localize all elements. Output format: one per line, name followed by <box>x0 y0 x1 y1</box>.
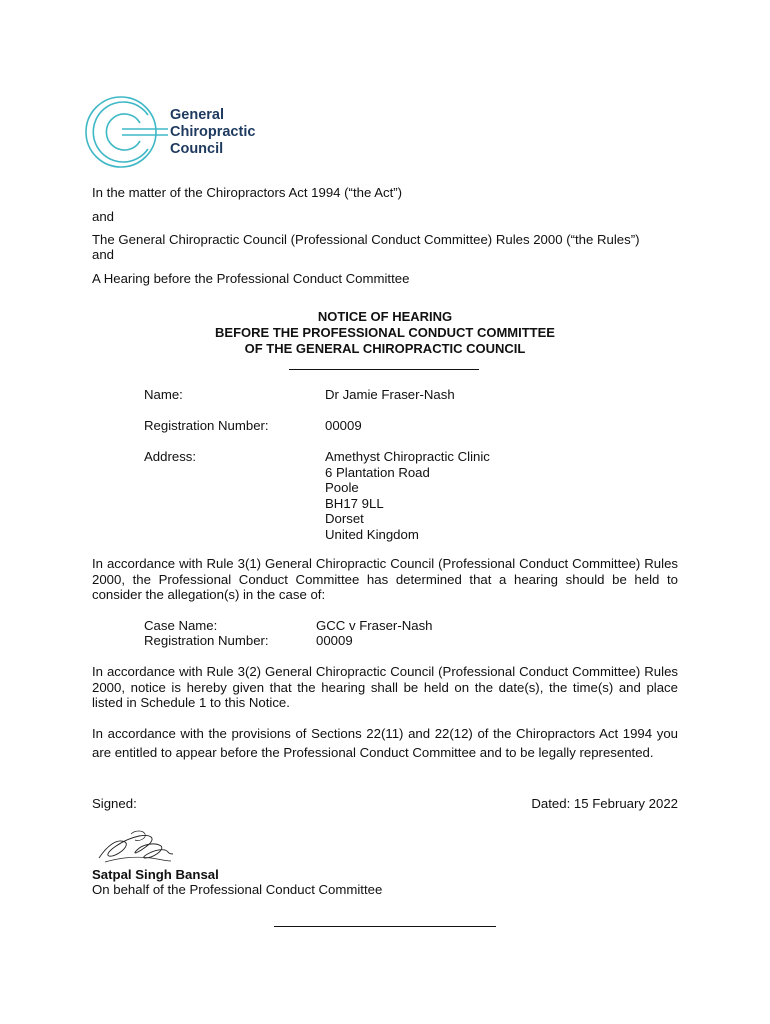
address-label: Address: <box>144 449 197 464</box>
rule-3-2-paragraph: In accordance with Rule 3(2) General Chiropractic Council (Professional Conduct Committee) Rules 2000, notice is hereby given that the hearing shall be held on the date(s), the time(s) and place listed in Schedule 1 to this Notice. <box>92 664 678 710</box>
intro-hearing: A Hearing before the Professional Conduct Committee <box>92 271 410 286</box>
signature-icon <box>95 828 185 868</box>
footer-divider <box>274 926 496 927</box>
signatory-name: Satpal Singh Bansal <box>92 867 219 882</box>
address-line: United Kingdom <box>325 526 419 542</box>
heading-divider <box>289 369 479 370</box>
case-name-value: GCC v Fraser-Nash <box>316 618 433 633</box>
intro-and-2: and <box>92 247 115 262</box>
case-name-label: Case Name: <box>144 618 218 633</box>
case-registration-label: Registration Number: <box>144 633 269 648</box>
address-block <box>325 449 490 542</box>
registration-value: 00009 <box>325 418 362 433</box>
intro-rules: The General Chiropractic Council (Professional Conduct Committee) Rules 2000 (“the Rules”) <box>92 232 640 247</box>
registration-label: Registration Number: <box>144 418 269 433</box>
signatory-role: On behalf of the Professional Conduct Committee <box>92 882 383 897</box>
rule-3-1-paragraph: In accordance with Rule 3(1) General Chiropractic Council (Professional Conduct Committee) Rules 2000, the Professional Conduct Committee has determined that a hearing should be held to consider the allegation(s) in the case of: <box>92 556 678 602</box>
address-line: Amethyst Chiropractic Clinic <box>325 449 490 464</box>
logo-line-2: Chiropractic <box>170 124 256 140</box>
heading-line-2: BEFORE THE PROFESSIONAL CONDUCT COMMITTEE <box>215 325 555 340</box>
heading-line-3: OF THE GENERAL CHIROPRACTIC COUNCIL <box>244 341 526 356</box>
entitlement-paragraph: In accordance with the provisions of Sections 22(11) and 22(12) of the Chiropractors Act 1994 you are entitled to appear before the Professional Conduct Committee and to be legally represented. <box>92 726 678 760</box>
name-value: Dr Jamie Fraser-Nash <box>325 387 455 402</box>
logo-wordmark <box>170 107 255 158</box>
address-line: Dorset <box>325 511 364 526</box>
case-registration-value: 00009 <box>316 633 353 648</box>
logo-line-3: Council <box>170 141 224 157</box>
signed-label: Signed: <box>92 796 137 811</box>
heading-line-1: NOTICE OF HEARING <box>317 309 453 324</box>
address-line: Poole <box>325 480 359 495</box>
dated-text: Dated: 15 February 2022 <box>531 796 678 811</box>
address-line: BH17 9LL <box>325 495 384 511</box>
logo-line-1: General <box>170 107 224 123</box>
notice-heading <box>0 309 770 357</box>
intro-and-1: and <box>92 209 115 224</box>
name-label: Name: <box>144 387 183 402</box>
intro-matter: In the matter of the Chiropractors Act 1994 (“the Act”) <box>92 185 403 200</box>
address-line: 6 Plantation Road <box>325 464 430 480</box>
